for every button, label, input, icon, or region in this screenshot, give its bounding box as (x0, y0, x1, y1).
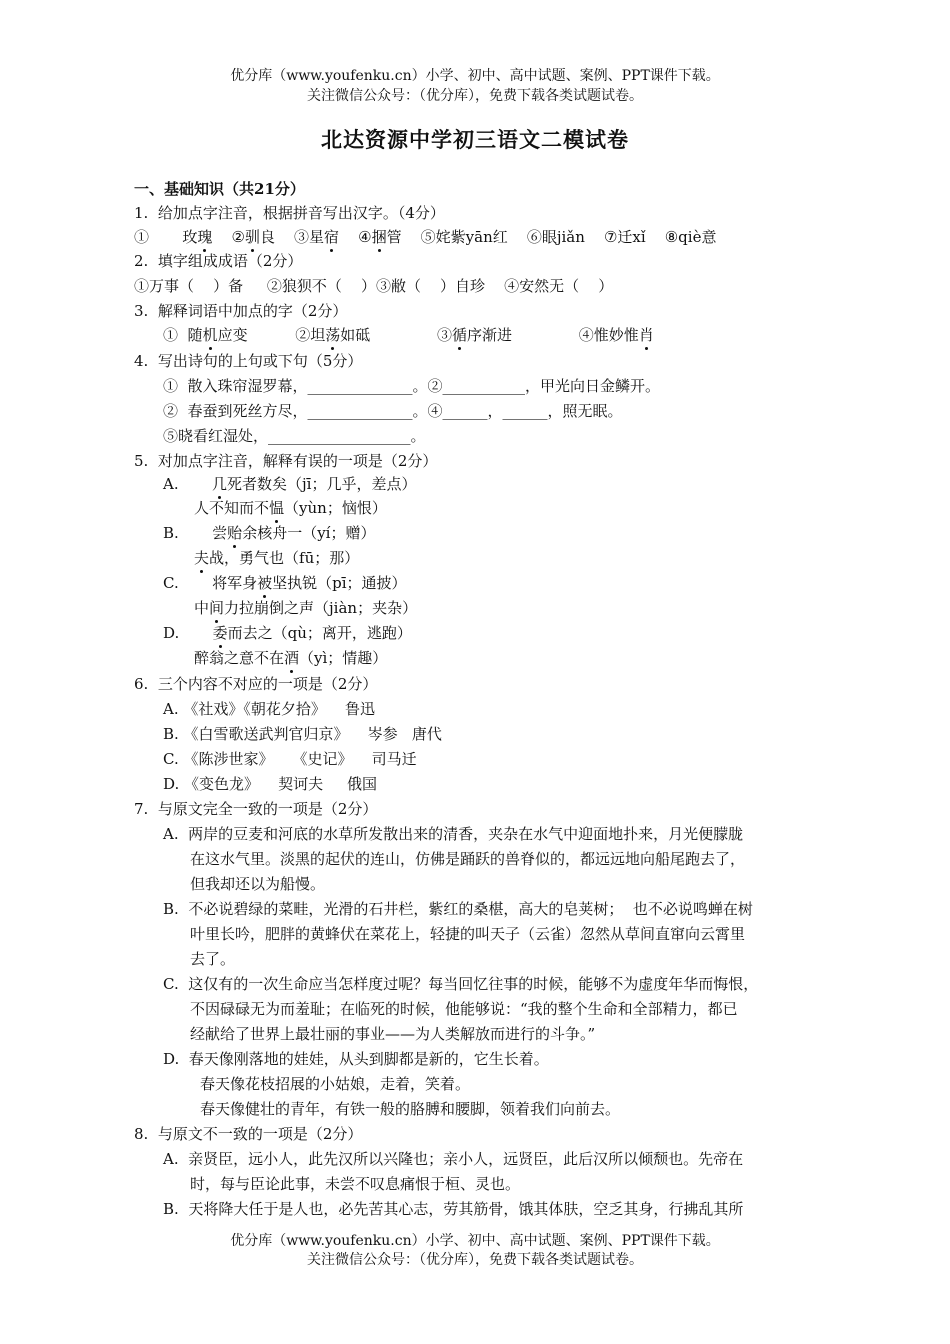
option-b-line-1: B. 尝贻余核舟一（yí；赠） (163, 524, 376, 542)
option-d-line-3: 春天像健壮的青年，有铁一般的胳膊和腰脚，领着我们向前去。 (200, 1100, 621, 1118)
question-4-stem: 4. 写出诗句的上句或下句（5分） (134, 352, 363, 370)
question-4-line-1: ① 散入珠帘湿罗幕，______________。②___________，甲光向日金鳞开。 (163, 377, 661, 395)
question-4-line-3: ⑤晓看红湿处，___________________。 (163, 427, 426, 445)
dotted-char: 被 (257, 574, 273, 592)
dotted-char: 循 (452, 326, 468, 344)
dotted-char: 酒 (284, 649, 300, 667)
option-a-line-3: 但我却还以为船慢。 (190, 875, 326, 893)
question-3-stem: 3. 解释词语中加点的字（2分） (134, 302, 348, 320)
option-a-line-2: 时，每与臣论此事，未尝不叹息痛恨于桓、灵也。 (190, 1175, 521, 1193)
option-a-line-1: A. 几死者数矣（jī；几乎，差点） (163, 475, 417, 493)
dotted-char: 瑰 (197, 228, 213, 246)
question-2-stem: 2. 填字组成成语（2分） (134, 252, 303, 270)
option-b-line-1: B. 不必说碧绿的菜畦，光滑的石井栏，紫红的桑椹，高大的皂荚树； 也不必说鸣蝉在树 (163, 900, 753, 918)
question-3-items: ① 随机应变 ②坦荡如砥 ③循序渐进 ④惟妙惟肖 (163, 326, 654, 344)
section-heading: 一、基础知识（共21分） (134, 180, 305, 198)
question-7-stem: 7. 与原文完全一致的一项是（2分） (134, 800, 378, 818)
option-d-line-2: 醉翁之意不在酒（yì；情趣） (194, 649, 388, 667)
option-c: C. 《陈涉世家》 《史记》 司马迁 (163, 750, 417, 768)
page-footer-line-1: 优分库（www.youfenku.cn）小学、初中、高中试题、案例、PPT课件下载。 (230, 1233, 720, 1249)
question-6-stem: 6. 三个内容不对应的一项是（2分） (134, 675, 378, 693)
dotted-char: 间 (209, 599, 225, 617)
option-c-line-3: 经献给了世界上最壮丽的事业——为人类解放而进行的斗争。” (190, 1025, 596, 1043)
dotted-char: 捆 (371, 228, 387, 246)
option-a-line-1: A. 两岸的豆麦和河底的水草所发散出来的清香，夹杂在水气中迎面地扑来，月光便朦胧 (163, 825, 744, 843)
option-d-line-1: D. 春天像刚落地的娃娃，从头到脚都是新的，它生长着。 (163, 1050, 549, 1068)
option-d-line-1: D. 委而去之（qù；离开，逃跑） (163, 624, 412, 642)
dotted-char: 宿 (324, 228, 340, 246)
option-c-line-1: C. 将军身被坚执锐（pī；通披） (163, 574, 407, 592)
dotted-char: 肖 (638, 326, 654, 344)
dotted-char: 驯 (244, 228, 260, 246)
dotted-char: 委 (212, 624, 228, 642)
option-c-line-1: C. 这仅有的一次生命应当怎样度过呢？每当回忆往事的时候，能够不为虚度年华而悔恨， (163, 975, 759, 993)
dotted-char: 贻 (227, 524, 243, 542)
option-a-line-2: 人不知而不愠（yùn；恼恨） (194, 499, 387, 517)
option-c-line-2: 中间力拉崩倒之声（jiàn；夹杂） (194, 599, 418, 617)
dotted-char: 机 (202, 326, 218, 344)
question-1-items: ① 玫瑰 ②驯良 ③星宿 ④捆管 ⑤姹紫yān红 ⑥眼jiǎn ⑦迁xǐ ⑧qiè意 (134, 228, 717, 246)
page-header-line-1: 优分库（www.youfenku.cn）小学、初中、高中试题、案例、PPT课件下载。 (230, 68, 720, 84)
page-header-line-2: 关注微信公众号：（优分库），免费下载各类试题试卷。 (307, 88, 643, 104)
option-b-line-2: 叶里长吟，肥胖的黄蜂伏在菜花上，轻捷的叫天子（云雀）忽然从草间直窜向云霄里 (190, 925, 746, 943)
option-b-line-2: 夫战，勇气也（fū；那） (194, 549, 360, 567)
option-c-line-2: 不因碌碌无为而羞耻；在临死的时候，他能够说：“我的整个生命和全部精力，都已 (190, 1000, 738, 1018)
page-footer-line-2: 关注微信公众号：（优分库），免费下载各类试题试卷。 (307, 1252, 643, 1268)
question-2-items: ①万事（ ）备 ②狼狈不（ ）③敝（ ）自珍 ④安然无（ ） (134, 277, 614, 295)
dotted-char: 愠 (269, 499, 285, 517)
dotted-char: 几 (211, 475, 227, 493)
dotted-char: 荡 (325, 326, 341, 344)
option-a-line-1: A. 亲贤臣，远小人，此先汉所以兴隆也；亲小人，远贤臣，此后汉所以倾颓也。先帝在 (163, 1150, 744, 1168)
option-d: D. 《变色龙》 契诃夫 俄国 (163, 775, 377, 793)
option-d-line-2: 春天像花枝招展的小姑娘，走着，笑着。 (200, 1075, 471, 1093)
option-b: B. 《白雪歌送武判官归京》 岑参 唐代 (163, 725, 442, 743)
question-1-stem: 1. 给加点字注音，根据拼音写出汉字。（4分） (134, 204, 445, 222)
page-title: 北达资源中学初三语文二模试卷 (321, 127, 629, 152)
question-5-stem: 5. 对加点字注音，解释有误的一项是（2分） (134, 452, 438, 470)
question-4-line-2: ② 春蚕到死丝方尽，______________。④______，______，照无眠。 (163, 402, 623, 420)
option-b-line-3: 去了。 (190, 950, 236, 968)
dotted-char: 夫 (194, 549, 210, 567)
option-b-line-1: B. 天将降大任于是人也，必先苦其心志，劳其筋骨，饿其体肤，空乏其身，行拂乱其所 (163, 1200, 744, 1218)
option-a-line-2: 在这水气里。淡黑的起伏的连山，仿佛是踊跃的兽脊似的，都远远地向船尾跑去了， (190, 850, 746, 868)
option-a: A. 《社戏》《朝花夕拾》 鲁迅 (163, 700, 375, 718)
question-8-stem: 8. 与原文不一致的一项是（2分） (134, 1125, 363, 1143)
